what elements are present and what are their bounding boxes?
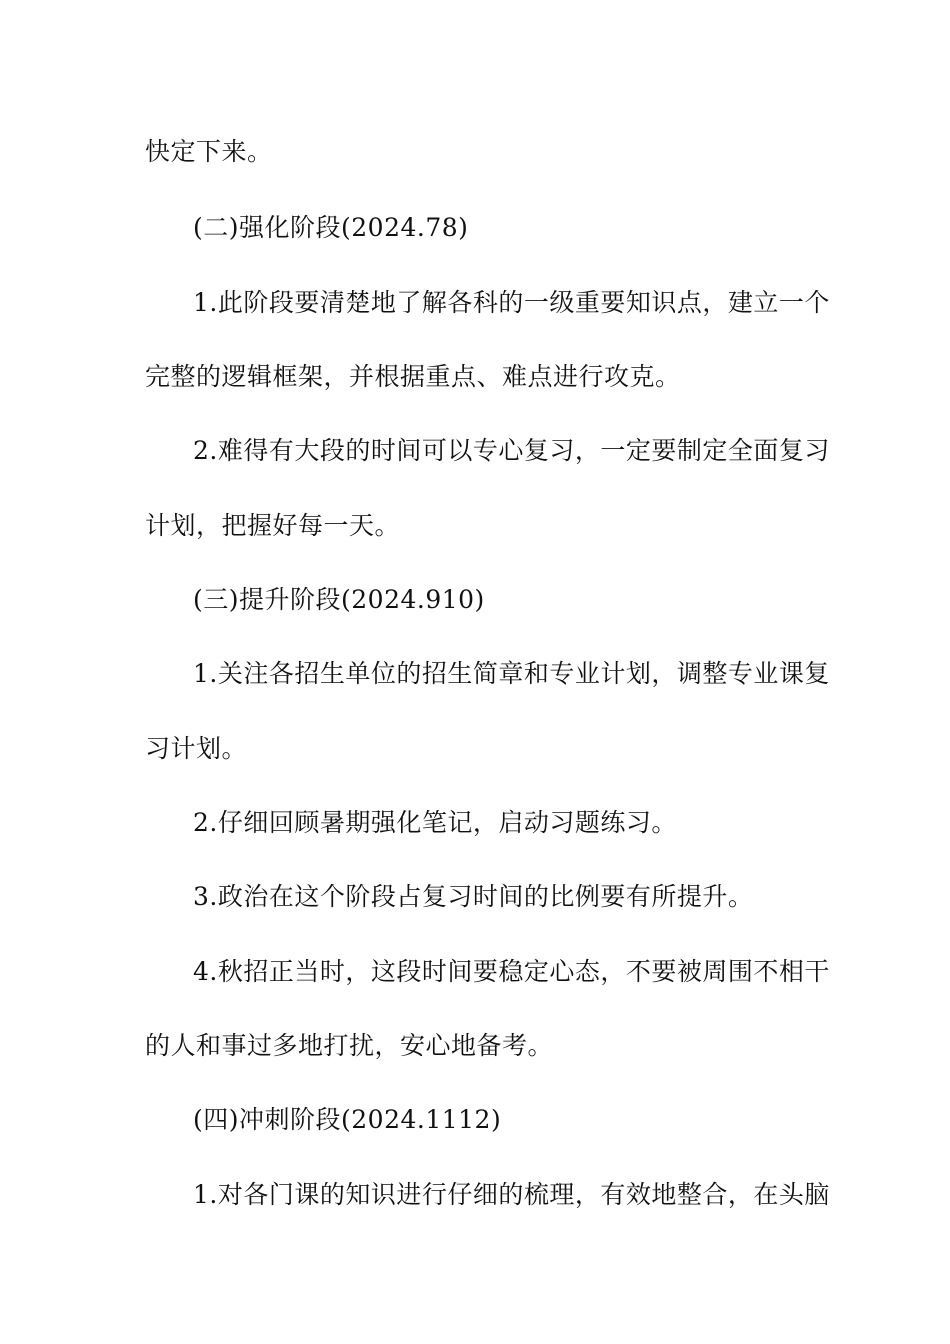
section-heading-improve: (三)提升阶段(2024.910) [193,585,485,614]
list-item-text: 1.此阶段要清楚地了解各科的一级重要知识点，建立一个 [193,288,830,317]
paragraph-continuation: 快定下来。 [145,137,273,166]
section-heading-strengthen: (二)强化阶段(2024.78) [193,213,469,242]
list-item-text: 计划，把握好每一天。 [145,511,401,540]
list-item-text: 习计划。 [145,734,248,763]
list-item-text: 4.秋招正当时，这段时间要稳定心态，不要被周围不相干 [193,957,830,986]
list-item-text: 的人和事过多地打扰，安心地备考。 [145,1031,554,1060]
list-item-text: 1.对各门课的知识进行仔细的梳理，有效地整合，在头脑 [193,1180,830,1209]
section-heading-sprint: (四)冲刺阶段(2024.1112) [193,1105,502,1134]
list-item-text: 3.政治在这个阶段占复习时间的比例要有所提升。 [193,882,754,911]
list-item-text: 1.关注各招生单位的招生简章和专业计划，调整专业课复 [193,659,830,688]
list-item-text: 2.难得有大段的时间可以专心复习，一定要制定全面复习 [193,436,830,465]
list-item-text: 2.仔细回顾暑期强化笔记，启动习题练习。 [193,808,677,837]
list-item-text: 完整的逻辑框架，并根据重点、难点进行攻克。 [145,362,681,391]
